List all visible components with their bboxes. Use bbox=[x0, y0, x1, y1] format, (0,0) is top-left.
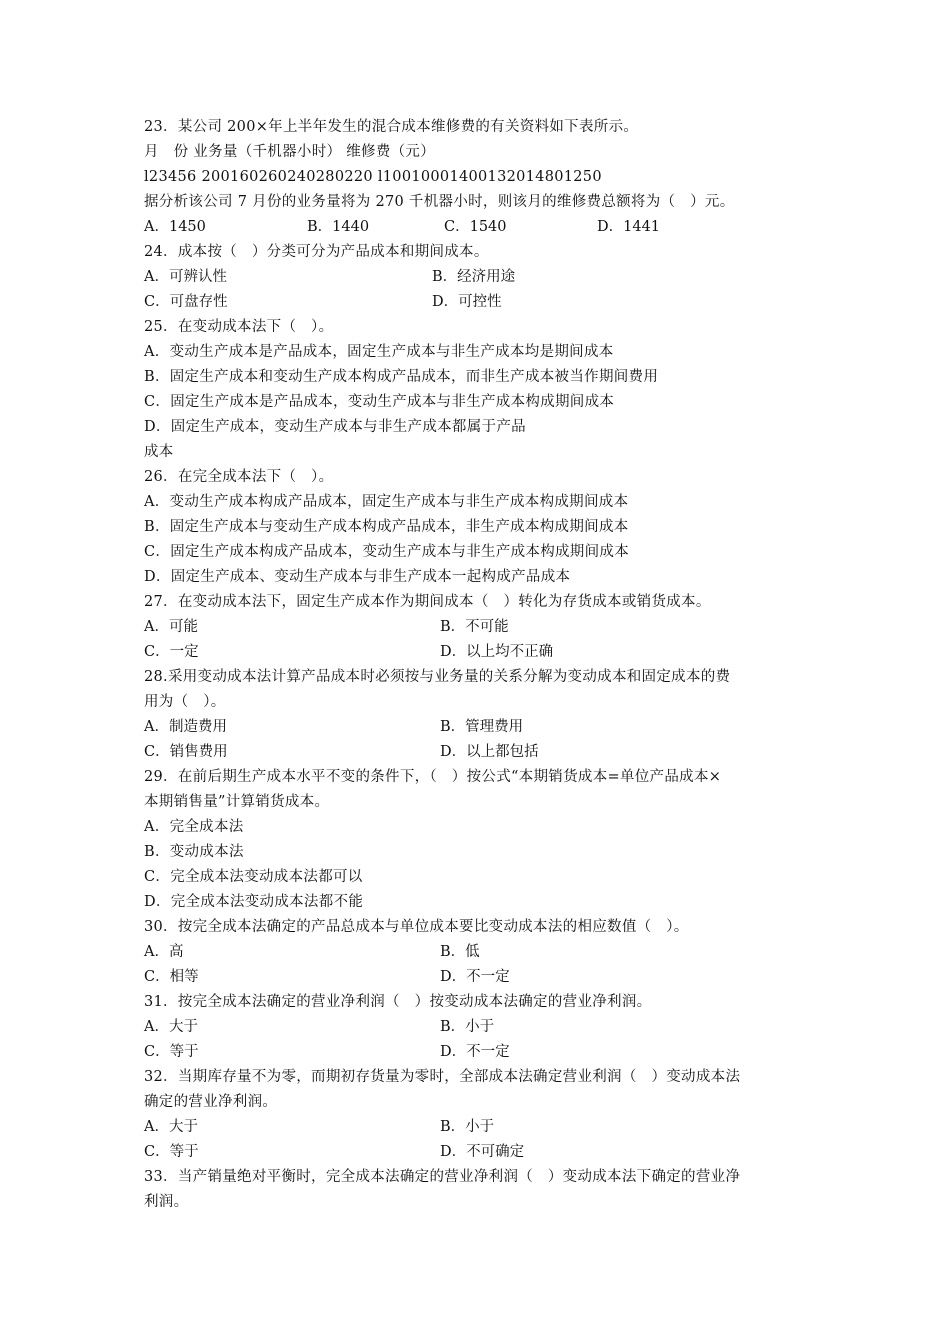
q31-option-b: B．小于 bbox=[440, 1019, 495, 1035]
q25-option-a: A．变动生产成本是产品成本，固定生产成本与非生产成本均是期间成本 bbox=[144, 344, 614, 360]
q29-option-a: A．完全成本法 bbox=[144, 819, 244, 835]
q28-option-b: B．管理费用 bbox=[440, 719, 524, 735]
q30-option-b: B．低 bbox=[440, 944, 480, 960]
q28-stem-line1: 28.采用变动成本法计算产品成本时必须按与业务量的关系分解为变动成本和固定成本的费 bbox=[144, 669, 731, 685]
q31-option-c: C．等于 bbox=[144, 1044, 199, 1060]
q25-stem: 25．在变动成本法下（ ）。 bbox=[144, 319, 334, 335]
q25-option-d: D．固定生产成本，变动生产成本与非生产成本都属于产品 bbox=[144, 419, 526, 435]
q24-option-d: D．可控性 bbox=[432, 294, 502, 310]
q25-option-b: B．固定生产成本和变动生产成本构成产品成本，而非生产成本被当作期间费用 bbox=[144, 369, 659, 385]
q33-stem-line1: 33．当产销量绝对平衡时，完全成本法确定的营业净利润（ ）变动成本法下确定的营业净 bbox=[144, 1169, 741, 1185]
q23-table-row: l23456 200160260240280220 l10010001400132014801250 bbox=[144, 169, 602, 185]
q26-option-d: D．固定生产成本、变动生产成本与非生产成本一起构成产品成本 bbox=[144, 569, 571, 585]
q28-option-d: D．以上都包括 bbox=[440, 744, 539, 760]
q32-option-d: D．不可确定 bbox=[440, 1144, 525, 1160]
q31-option-a: A．大于 bbox=[144, 1019, 198, 1035]
q28-stem-line2: 用为（ ）。 bbox=[144, 694, 226, 710]
q29-option-c: C．完全成本法变动成本法都可以 bbox=[144, 869, 363, 885]
q25-option-c: C．固定生产成本是产品成本，变动生产成本与非生产成本构成期间成本 bbox=[144, 394, 615, 410]
q28-option-c: C．销售费用 bbox=[144, 744, 228, 760]
q26-stem: 26．在完全成本法下（ ）。 bbox=[144, 469, 334, 485]
q31-stem: 31．按完全成本法确定的营业净利润（ ）按变动成本法确定的营业净利润。 bbox=[144, 994, 652, 1010]
q26-option-b: B．固定生产成本与变动生产成本构成产品成本，非生产成本构成期间成本 bbox=[144, 519, 629, 535]
q24-option-a: A．可辨认性 bbox=[144, 269, 227, 285]
q23-option-a: A．1450 bbox=[144, 219, 206, 235]
q29-option-d: D．完全成本法变动成本法都不能 bbox=[144, 894, 364, 910]
q29-option-b: B．变动成本法 bbox=[144, 844, 244, 860]
q32-option-c: C．等于 bbox=[144, 1144, 199, 1160]
q27-option-c: C．一定 bbox=[144, 644, 199, 660]
q30-option-c: C．相等 bbox=[144, 969, 199, 985]
q32-stem-line1: 32．当期库存量不为零，而期初存货量为零时，全部成本法确定营业利润（ ）变动成本法 bbox=[144, 1069, 741, 1085]
q27-option-b: B．不可能 bbox=[440, 619, 509, 635]
q24-option-c: C．可盘存性 bbox=[144, 294, 228, 310]
q28-option-a: A．制造费用 bbox=[144, 719, 227, 735]
q32-option-b: B．小于 bbox=[440, 1119, 495, 1135]
q29-stem-line1: 29．在前后期生产成本水平不变的条件下，（ ）按公式“本期销货成本=单位产品成本× bbox=[144, 769, 722, 785]
q23-question: 据分析该公司 7 月份的业务量将为 270 千机器小时，则该月的维修费总额将为（ ）元。 bbox=[144, 194, 735, 210]
q23-option-c: C．1540 bbox=[444, 219, 507, 235]
q26-option-a: A．变动生产成本构成产品成本，固定生产成本与非生产成本构成期间成本 bbox=[144, 494, 629, 510]
q29-stem-line2: 本期销售量”计算销货成本。 bbox=[144, 794, 330, 810]
q23-table-header: 月 份 业务量（千机器小时） 维修费（元） bbox=[144, 144, 436, 160]
q31-option-d: D．不一定 bbox=[440, 1044, 510, 1060]
q30-stem: 30．按完全成本法确定的产品总成本与单位成本要比变动成本法的相应数值（ ）。 bbox=[144, 919, 689, 935]
q23-option-d: D．1441 bbox=[597, 219, 661, 235]
q27-option-a: A．可能 bbox=[144, 619, 198, 635]
q32-option-a: A．大于 bbox=[144, 1119, 198, 1135]
q30-option-d: D．不一定 bbox=[440, 969, 510, 985]
q24-stem: 24．成本按（ ）分类可分为产品成本和期间成本。 bbox=[144, 244, 489, 260]
q27-option-d: D．以上均不正确 bbox=[440, 644, 554, 660]
q23-option-b: B．1440 bbox=[307, 219, 370, 235]
q26-option-c: C．固定生产成本构成产品成本，变动生产成本与非生产成本构成期间成本 bbox=[144, 544, 629, 560]
q24-option-b: B．经济用途 bbox=[432, 269, 516, 285]
q25-option-d-continued: 成本 bbox=[144, 444, 174, 460]
q33-stem-line2: 利润。 bbox=[144, 1194, 189, 1210]
q23-stem: 23．某公司 200×年上半年发生的混合成本维修费的有关资料如下表所示。 bbox=[144, 119, 639, 135]
q27-stem: 27．在变动成本法下，固定生产成本作为期间成本（ ）转化为存货成本或销货成本。 bbox=[144, 594, 711, 610]
q30-option-a: A．高 bbox=[144, 944, 184, 960]
q32-stem-line2: 确定的营业净利润。 bbox=[144, 1094, 278, 1110]
